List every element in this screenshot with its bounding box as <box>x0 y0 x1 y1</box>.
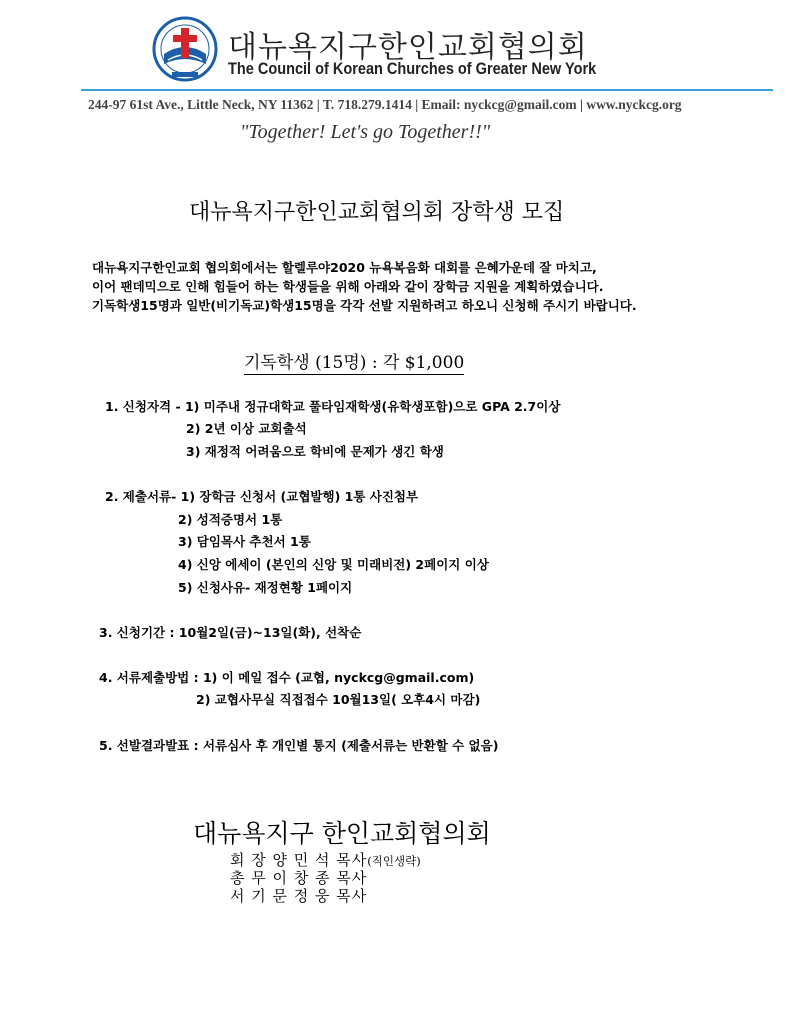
submission-method: 2) 교협사무실 직접접수 10월13일( 오후4시 마감) <box>196 692 481 707</box>
officer-text: 총 무 이 창 종 목사 <box>230 869 368 887</box>
council-logo <box>150 14 220 84</box>
org-name-korean: 대뉴욕지구한인교회협의회 <box>228 30 588 65</box>
officer-text: 회 장 양 민 석 목사 <box>230 851 368 869</box>
officer-note: (직인생략) <box>367 854 421 868</box>
intro-line: 기독학생15명과 일반(비기독교)학생15명을 각각 선발 지원하려고 하오니 신청해 주시기 바랍니다. <box>92 298 637 313</box>
contact-line: 244-97 61st Ave., Little Neck, NY 11362 | T. 718.279.1414 | Email: nyckcg@gmail.com | www.nyckcg.org <box>88 97 682 112</box>
documents-item: 2) 성적증명서 1통 <box>178 512 283 527</box>
requirement-item: 2) 2년 이상 교회출석 <box>186 421 307 436</box>
intro-line: 대뉴욕지구한인교회 협의회에서는 할렐루야2020 뉴욕복음화 대회를 은혜가운데 잘 마치고, <box>92 260 597 275</box>
intro-line: 이어 팬데믹으로 인해 힘들어 하는 학생들을 위해 아래와 같이 장학금 지원을 계획하였습니다. <box>92 279 604 294</box>
submission-method: 4. 서류제출방법 : 1) 이 메일 접수 (교협, nyckcg@gmail.com) <box>99 670 475 685</box>
page-title: 대뉴욕지구한인교회협의회 장학생 모집 <box>189 200 565 225</box>
requirement-item: 1. 신청자격 - 1) 미주내 정규대학교 풀타임재학생(유학생포함)으로 GPA 2.7이상 <box>105 399 561 414</box>
documents-item: 4) 신앙 에세이 (본인의 신앙 및 미래비전) 2페이지 이상 <box>178 557 489 572</box>
application-period: 3. 신청기간 : 10월2일(금)~13일(화), 선착순 <box>99 625 362 640</box>
requirement-item: 3) 재정적 어려움으로 학비에 문제가 생긴 학생 <box>186 444 444 459</box>
signature-org: 대뉴욕지구 한인교회협의회 <box>193 819 491 848</box>
result-announcement: 5. 선발결과발표 : 서류심사 후 개인별 통지 (제출서류는 반환할 수 없음) <box>99 738 499 753</box>
officer-clerk <box>230 885 367 906</box>
scholarship-subtitle: 기독학생 (15명) : 각 $1,000 <box>244 348 464 375</box>
org-name-english: The Council of Korean Churches of Greater New York <box>228 60 597 78</box>
officer-text: 서 기 문 정 웅 목사 <box>230 887 368 905</box>
documents-item: 2. 제출서류- 1) 장학금 신청서 (교협발행) 1통 사진첨부 <box>105 489 419 504</box>
documents-item: 5) 신청사유- 재정현황 1페이지 <box>178 580 353 595</box>
motto: "Together! Let's go Together!!" <box>240 121 491 143</box>
header-divider <box>81 89 773 91</box>
documents-item: 3) 담임목사 추천서 1통 <box>178 534 311 549</box>
